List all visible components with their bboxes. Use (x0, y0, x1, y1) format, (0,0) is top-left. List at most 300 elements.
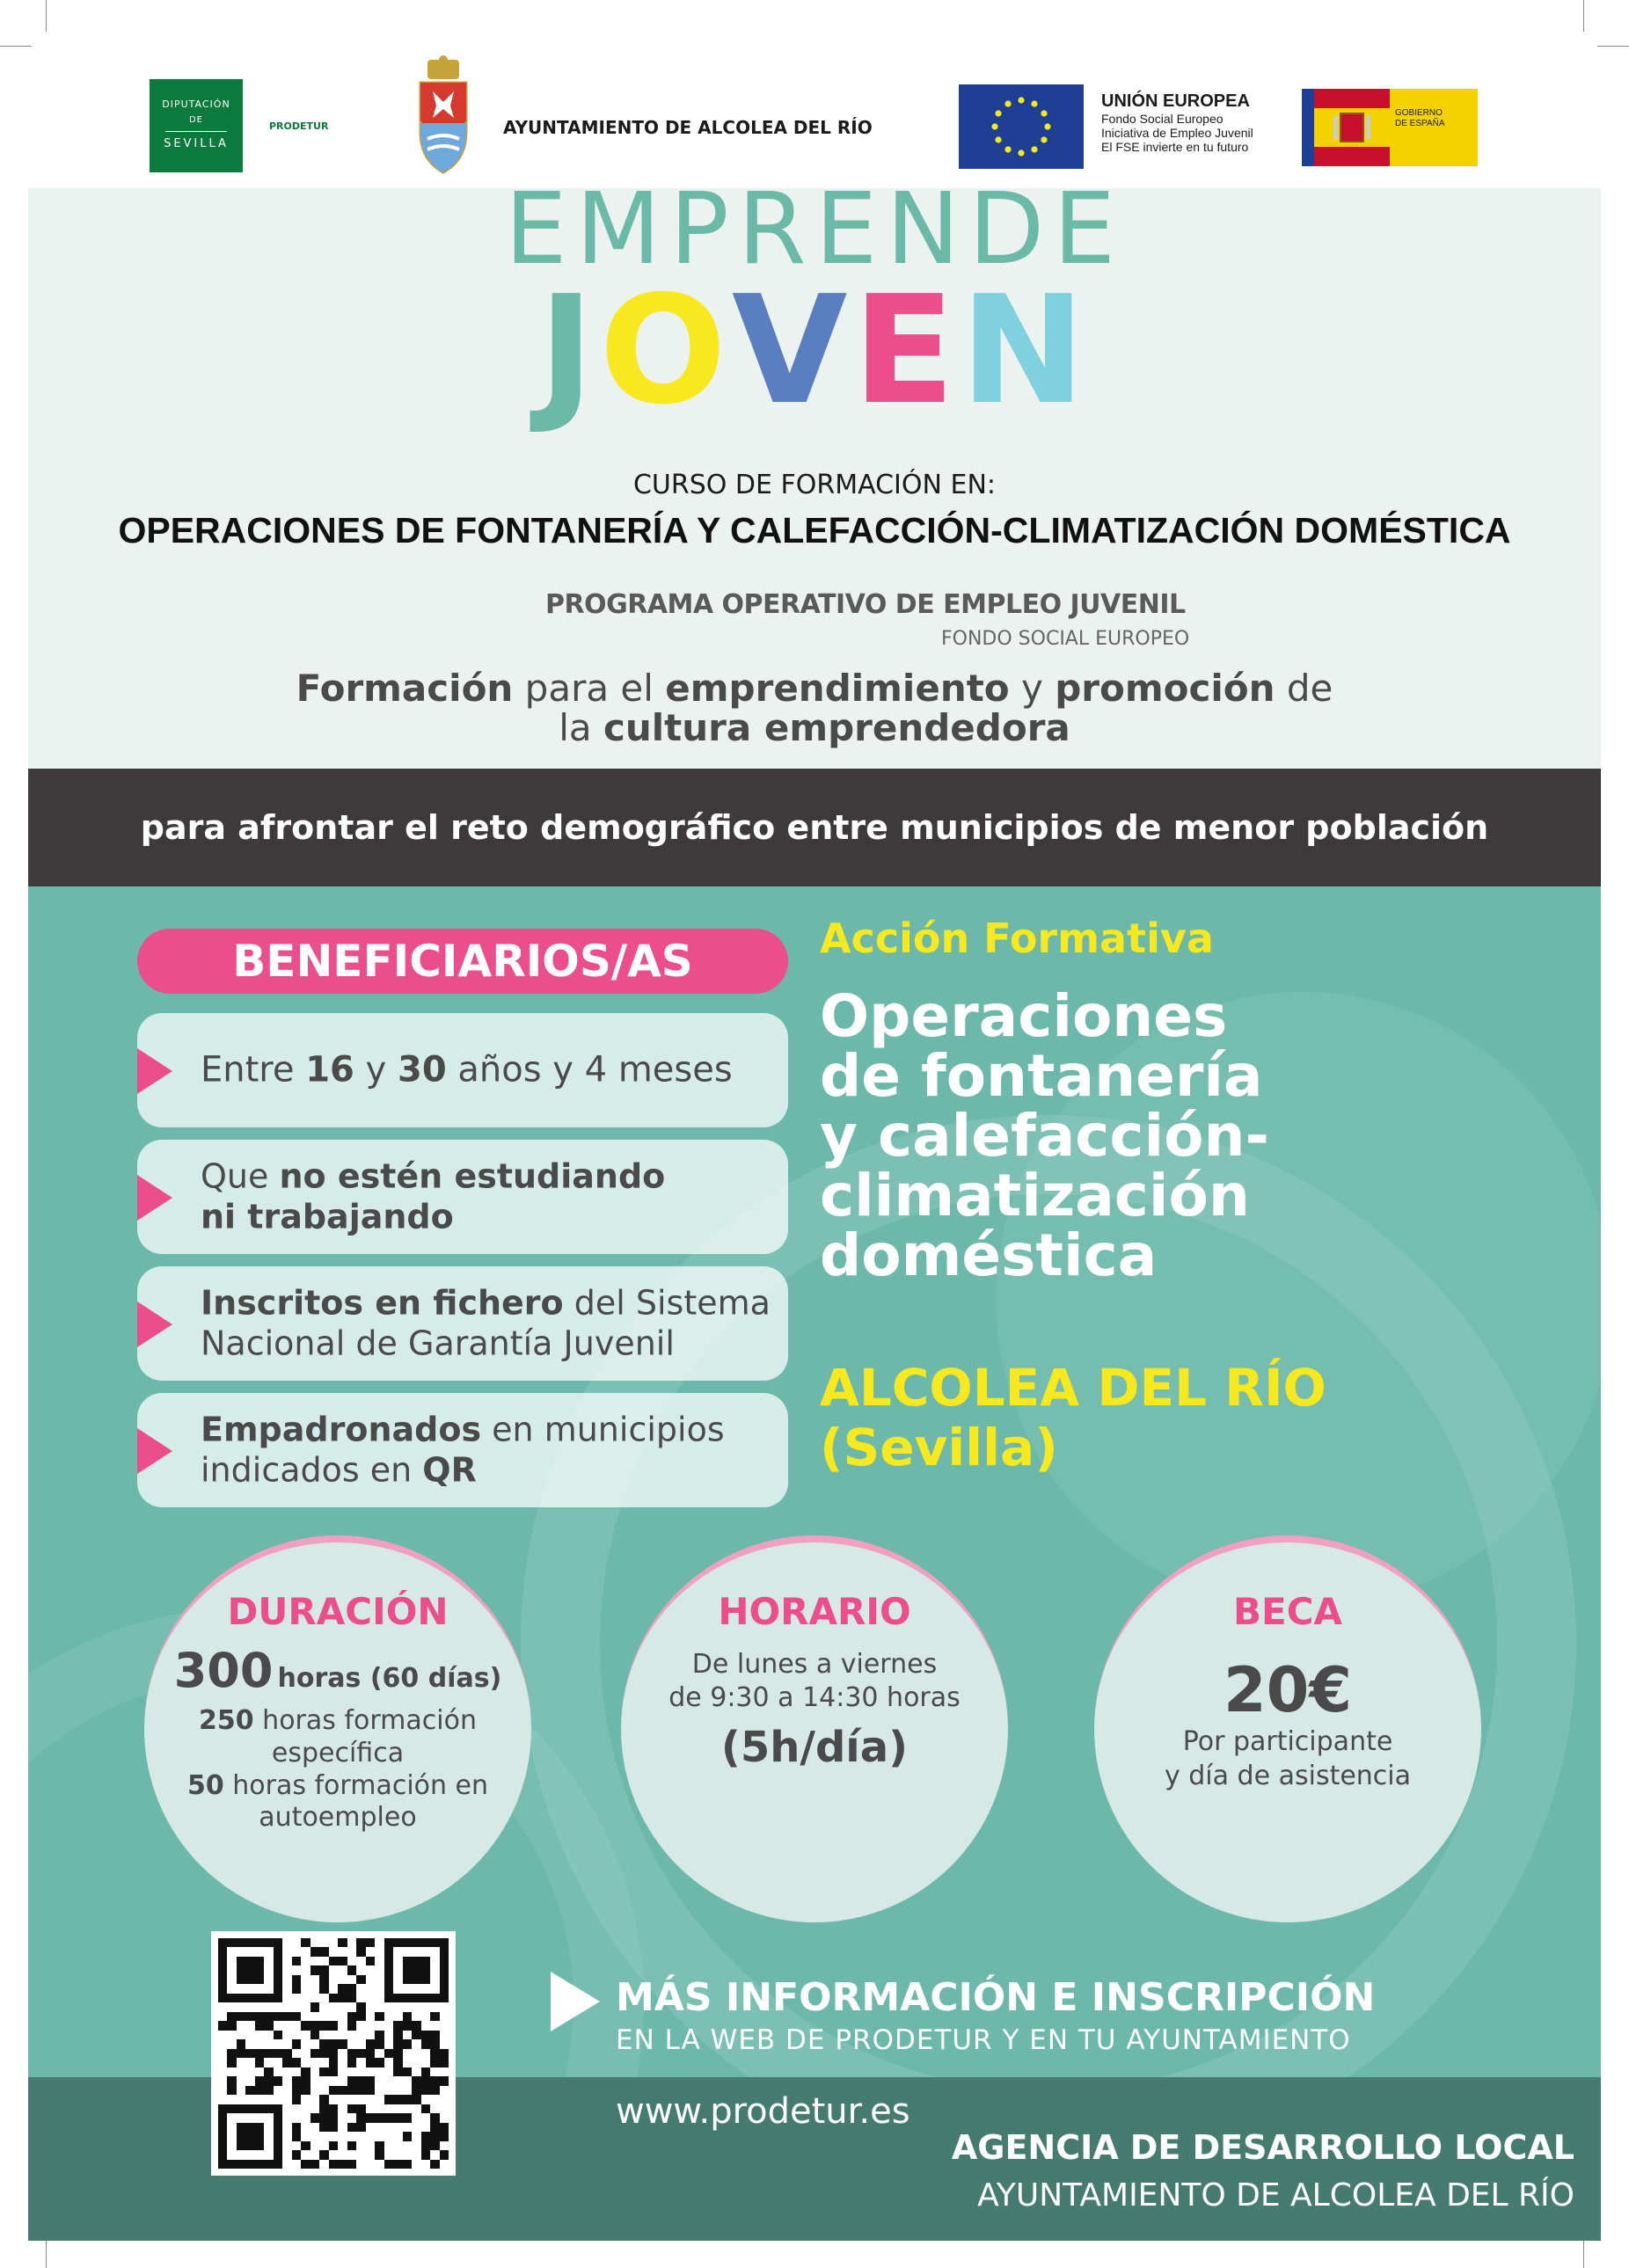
qr-module (245, 1957, 254, 1965)
text-part: 30 (397, 1049, 447, 1090)
qr-module (264, 2104, 273, 2113)
qr-module (255, 2123, 264, 2132)
pink-arrow-icon (137, 1428, 172, 1474)
qr-module (329, 1965, 338, 1974)
qr-module (292, 1975, 301, 1984)
qr-module (356, 2095, 365, 2104)
qr-module (403, 2049, 412, 2058)
qr-module (319, 1947, 328, 1956)
beneficiary-text (201, 1410, 771, 1491)
qr-module (319, 2086, 328, 2095)
qr-module (274, 2002, 282, 2011)
diputacion-logo-divider (165, 131, 227, 132)
qr-module (338, 1957, 347, 1965)
qr-module (255, 1957, 264, 1965)
qr-module (366, 1965, 375, 1974)
qr-module (421, 1994, 430, 2002)
qr-module (310, 1994, 319, 2002)
qr-module (245, 1975, 254, 1984)
qr-module (329, 2160, 338, 2169)
qr-module (347, 1947, 356, 1956)
qr-module (329, 2049, 338, 2058)
qr-module (421, 1957, 430, 1965)
duration-detail-text: horas formación en autoempleo (223, 1769, 489, 1834)
qr-module (282, 1975, 291, 1984)
qr-module (366, 2150, 375, 2159)
qr-module (274, 1975, 282, 1984)
qr-module (440, 2067, 449, 2076)
beneficiary-text (201, 1156, 771, 1238)
tagline-part: emprendimiento (665, 667, 1010, 710)
qr-module (310, 2076, 319, 2085)
qr-module (393, 2049, 402, 2058)
qr-module (282, 2150, 291, 2159)
qr-module (421, 2049, 430, 2058)
spain-flag-icon (1302, 89, 1390, 166)
qr-module (375, 2141, 384, 2150)
course-intro: CURSO DE FORMACIÓN EN: (632, 470, 997, 500)
qr-module (292, 1938, 301, 1947)
qr-module (421, 2058, 430, 2067)
qr-module (440, 2123, 449, 2132)
diputacion-logo-de: DE (188, 115, 204, 126)
qr-module (292, 2160, 301, 2169)
schedule-body (656, 1648, 973, 1772)
qr-module (292, 2021, 301, 2030)
qr-module (430, 2002, 439, 2011)
qr-module (412, 2058, 420, 2067)
qr-module (347, 2150, 356, 2159)
qr-module (384, 2012, 393, 2021)
qr-module (274, 2132, 282, 2140)
qr-module (274, 2058, 282, 2067)
qr-module (227, 1938, 236, 1947)
qr-module (218, 2150, 227, 2159)
qr-module (338, 1965, 347, 1974)
qr-module (292, 2058, 301, 2067)
qr-module (338, 2150, 347, 2159)
qr-module (218, 2058, 227, 2067)
qr-module (430, 1947, 439, 1956)
qr-module (356, 2002, 365, 2011)
qr-module (403, 1975, 412, 1984)
qr-module (310, 2123, 319, 2132)
qr-module (366, 2012, 375, 2021)
qr-module (319, 2113, 328, 2122)
qr-module (218, 2132, 227, 2140)
crop-mark (0, 46, 32, 47)
qr-module (375, 2150, 384, 2159)
qr-module (282, 1984, 291, 1993)
eu-star (1031, 100, 1037, 106)
qr-module (356, 1957, 365, 1965)
qr-module (412, 1947, 420, 1956)
qr-module (366, 1938, 375, 1947)
qr-module (292, 2039, 301, 2048)
qr-module (430, 1975, 439, 1984)
qr-module (338, 2012, 347, 2021)
qr-module (245, 2095, 254, 2104)
qr-module (356, 1938, 365, 1947)
qr-module (292, 2031, 301, 2039)
play-arrow-icon (551, 1972, 600, 2031)
qr-module (237, 2160, 245, 2169)
qr-module (301, 2002, 310, 2011)
qr-module (292, 2132, 301, 2140)
duration-circle (144, 1535, 531, 1922)
tagline-part: Formación (296, 667, 514, 710)
tagline-part: de (1275, 667, 1333, 710)
qr-module (440, 2076, 449, 2085)
qr-module (301, 2132, 310, 2140)
qr-module (255, 1938, 264, 1947)
eu-star (1041, 136, 1047, 142)
qr-module (237, 2058, 245, 2067)
qr-module (375, 1994, 384, 2002)
qr-module (366, 1975, 375, 1984)
qr-module (347, 2104, 356, 2113)
qr-module (356, 1975, 365, 1984)
qr-module (403, 1965, 412, 1974)
qr-module (347, 2086, 356, 2095)
qr-module (393, 1965, 402, 1974)
tagline-part: la (559, 706, 603, 750)
duration-detail-num: 50 (186, 1769, 224, 1801)
qr-module (264, 2076, 273, 2085)
text-part: Inscritos en fichero (201, 1283, 564, 1323)
qr-module (421, 2086, 430, 2095)
qr-module (274, 2141, 282, 2150)
qr-module (356, 1965, 365, 1974)
qr-module (329, 2031, 338, 2039)
qr-module (384, 1957, 393, 1965)
qr-module (310, 2141, 319, 2150)
qr-module (282, 2104, 291, 2113)
qr-module (440, 1957, 449, 1965)
joven-letter: O (599, 264, 732, 438)
qr-module (347, 2039, 356, 2048)
qr-module (347, 2067, 356, 2076)
qr-module (274, 1957, 282, 1965)
qr-module (329, 2076, 338, 2085)
qr-module (375, 2086, 384, 2095)
qr-module (319, 2058, 328, 2067)
qr-module (338, 1984, 347, 1993)
qr-module (245, 2160, 254, 2169)
duration-title: DURACIÓN (227, 1590, 449, 1633)
qr-module (356, 2141, 365, 2150)
eu-star (991, 123, 997, 129)
qr-module (264, 1984, 273, 1993)
qr-module (347, 2049, 356, 2058)
qr-module (393, 1957, 402, 1965)
grant-line: Por participante (1182, 1726, 1393, 1757)
qr-module (430, 1938, 439, 1947)
grant-line: y día de asistencia (1164, 1761, 1412, 1791)
qr-module (338, 1975, 347, 1984)
qr-module (237, 2150, 245, 2159)
qr-module (421, 2150, 430, 2159)
duration-detail (162, 1770, 514, 1834)
qr-module (274, 2160, 282, 2169)
qr-module (421, 2039, 430, 2048)
qr-module (375, 1938, 384, 1947)
grant-circle (1094, 1535, 1481, 1922)
qr-module (347, 1957, 356, 1965)
crop-mark (1597, 46, 1629, 47)
gobierno-espana-logo (1302, 89, 1478, 166)
qr-module (319, 2150, 328, 2159)
qr-module (430, 1957, 439, 1965)
qr-module (384, 1965, 393, 1974)
qr-module (329, 1938, 338, 1947)
qr-module (282, 1957, 291, 1965)
qr-module (375, 2132, 384, 2140)
duration-hours-unit: horas (60 días) (277, 1663, 502, 1694)
qr-module (412, 2049, 420, 2058)
qr-module (227, 2160, 236, 2169)
joven-wordmark (0, 264, 1629, 438)
qr-module (412, 1957, 420, 1965)
program-label: PROGRAMA OPERATIVO DE EMPLEO JUVENIL (545, 589, 1186, 620)
qr-module (301, 2123, 310, 2132)
qr-module (393, 2104, 402, 2113)
qr-module (218, 2076, 227, 2085)
qr-module (292, 2002, 301, 2011)
grant-title: BECA (1232, 1590, 1343, 1633)
qr-module (338, 1994, 347, 2002)
qr-module (237, 1984, 245, 1993)
beneficiary-text (201, 1049, 771, 1092)
qr-module (255, 2076, 264, 2085)
qr-module (440, 1938, 449, 1947)
qr-module (237, 2067, 245, 2076)
qr-module (440, 1984, 449, 1993)
eu-title: UNIÓN EUROPEA (1101, 91, 1250, 111)
qr-module (421, 2002, 430, 2011)
text-part: no estén estudiando (279, 1156, 666, 1196)
qr-module (366, 2160, 375, 2169)
pink-arrow-icon (137, 1302, 172, 1347)
text-part: QR (422, 1451, 477, 1490)
qr-module (282, 1994, 291, 2002)
qr-module (329, 2067, 338, 2076)
qr-module (366, 2123, 375, 2132)
diputacion-logo-top: DIPUTACIÓN (162, 98, 230, 110)
qr-module (356, 2104, 365, 2113)
qr-module (356, 2123, 365, 2132)
qr-module (264, 2049, 273, 2058)
qr-module (338, 2141, 347, 2150)
qr-module (375, 1975, 384, 1984)
qr-module (421, 2132, 430, 2140)
qr-module (282, 1947, 291, 1956)
qr-module (430, 2086, 439, 2095)
qr-module (403, 2002, 412, 2011)
qr-module (301, 2067, 310, 2076)
qr-module (366, 2095, 375, 2104)
qr-module (282, 2086, 291, 2095)
crop-mark (1583, 0, 1584, 32)
qr-module (264, 1938, 273, 1947)
qr-module (421, 2076, 430, 2085)
qr-module (421, 2160, 430, 2169)
qr-module (237, 2123, 245, 2132)
qr-module (237, 2095, 245, 2104)
text-part: y (354, 1049, 398, 1090)
qr-module (245, 2123, 254, 2132)
qr-module (384, 2076, 393, 2085)
qr-module (255, 2058, 264, 2067)
alcolea-coat-of-arms-icon (415, 55, 471, 178)
qr-module (375, 2002, 384, 2011)
qr-module (274, 2104, 282, 2113)
qr-module (319, 2067, 328, 2076)
qr-module (430, 2031, 439, 2039)
qr-module (310, 2021, 319, 2030)
qr-module (292, 2123, 301, 2132)
qr-module (329, 2150, 338, 2159)
qr-module (310, 2104, 319, 2113)
qr-module (384, 2002, 393, 2011)
qr-module (412, 1994, 420, 2002)
qr-module (329, 2104, 338, 2113)
qr-module (301, 2021, 310, 2030)
tagline-part: para el (513, 667, 666, 710)
eu-star (1044, 123, 1050, 129)
crop-mark (46, 0, 47, 32)
qr-module (245, 2021, 254, 2030)
qr-module (264, 2123, 273, 2132)
eu-flag-icon (959, 84, 1084, 169)
qr-module (282, 2058, 291, 2067)
qr-module (292, 2141, 301, 2150)
qr-module (255, 2104, 264, 2113)
qr-module (310, 1947, 319, 1956)
gobierno-line: DE ESPAÑA (1395, 119, 1445, 128)
qr-module (356, 2031, 365, 2039)
qr-module (375, 1947, 384, 1956)
beneficiary-text (201, 1283, 771, 1365)
qr-module (264, 2021, 273, 2030)
qr-module (356, 1947, 365, 1956)
qr-module (292, 1984, 301, 1993)
qr-module (421, 1947, 430, 1956)
qr-module (384, 2132, 393, 2140)
qr-module (393, 2039, 402, 2048)
qr-module (440, 2039, 449, 2048)
qr-module (384, 2141, 393, 2150)
qr-module (319, 1994, 328, 2002)
qr-module (412, 2012, 420, 2021)
qr-module (403, 2012, 412, 2021)
qr-module (292, 2113, 301, 2122)
qr-module (403, 2031, 412, 2039)
eu-star (1018, 149, 1024, 156)
qr-module (329, 2039, 338, 2048)
qr-module (338, 2002, 347, 2011)
qr-code[interactable] (211, 1931, 456, 2176)
qr-module (292, 1947, 301, 1956)
qr-module (430, 2141, 439, 2150)
qr-module (218, 2049, 227, 2058)
qr-module (338, 2067, 347, 2076)
qr-module (412, 1984, 420, 1993)
qr-module (356, 2132, 365, 2140)
qr-module (292, 2076, 301, 2085)
qr-module (338, 2086, 347, 2095)
eu-star (995, 136, 1001, 142)
text-part: Que (201, 1156, 280, 1196)
qr-module (218, 2039, 227, 2048)
website-link[interactable]: www.prodetur.es (616, 2091, 910, 2132)
location-province: (Sevilla) (820, 1418, 1058, 1478)
qr-module (329, 1984, 338, 1993)
qr-module (403, 2113, 412, 2122)
text-part: Empadronados (201, 1410, 482, 1449)
qr-module (366, 2039, 375, 2048)
qr-module (421, 2067, 430, 2076)
qr-module (375, 2113, 384, 2122)
qr-module (301, 1984, 310, 1993)
qr-module (218, 1994, 227, 2002)
qr-module (384, 2067, 393, 2076)
qr-module (356, 2039, 365, 2048)
qr-module (393, 1947, 402, 1956)
qr-module (227, 2058, 236, 2067)
qr-module (227, 1957, 236, 1965)
qr-module (292, 1957, 301, 1965)
qr-module (218, 2031, 227, 2039)
qr-module (393, 2086, 402, 2095)
beneficiary-item (137, 1013, 788, 1127)
qr-module (227, 2039, 236, 2048)
qr-module (237, 1947, 245, 1956)
tagline-part: cultura emprendedora (603, 706, 1070, 750)
qr-module (440, 1947, 449, 1956)
qr-module (227, 1965, 236, 1974)
qr-module (218, 2160, 227, 2169)
qr-module (255, 2021, 264, 2030)
qr-module (237, 1957, 245, 1965)
qr-module (347, 2132, 356, 2140)
crop-mark (1583, 2236, 1584, 2268)
text-part: del Sistema Nacional de Garantía Juvenil (201, 1283, 771, 1363)
qr-module (366, 2002, 375, 2011)
qr-module (282, 2002, 291, 2011)
qr-module (375, 2058, 384, 2067)
qr-module (301, 2104, 310, 2113)
qr-module (375, 2067, 384, 2076)
qr-module (440, 2049, 449, 2058)
qr-module (319, 2039, 328, 2048)
joven-letter: E (852, 264, 961, 438)
qr-module (347, 2123, 356, 2132)
qr-module (292, 1994, 301, 2002)
qr-module (264, 2039, 273, 2048)
qr-module (301, 1938, 310, 1947)
joven-letter: V (731, 264, 853, 438)
qr-module (227, 2104, 236, 2113)
qr-module (356, 2021, 365, 2030)
qr-module (301, 2095, 310, 2104)
qr-module (393, 2076, 402, 2085)
qr-module (282, 2132, 291, 2140)
qr-module (384, 1994, 393, 2002)
qr-module (282, 2076, 291, 2085)
qr-module (227, 2132, 236, 2140)
location (820, 1358, 1326, 1478)
